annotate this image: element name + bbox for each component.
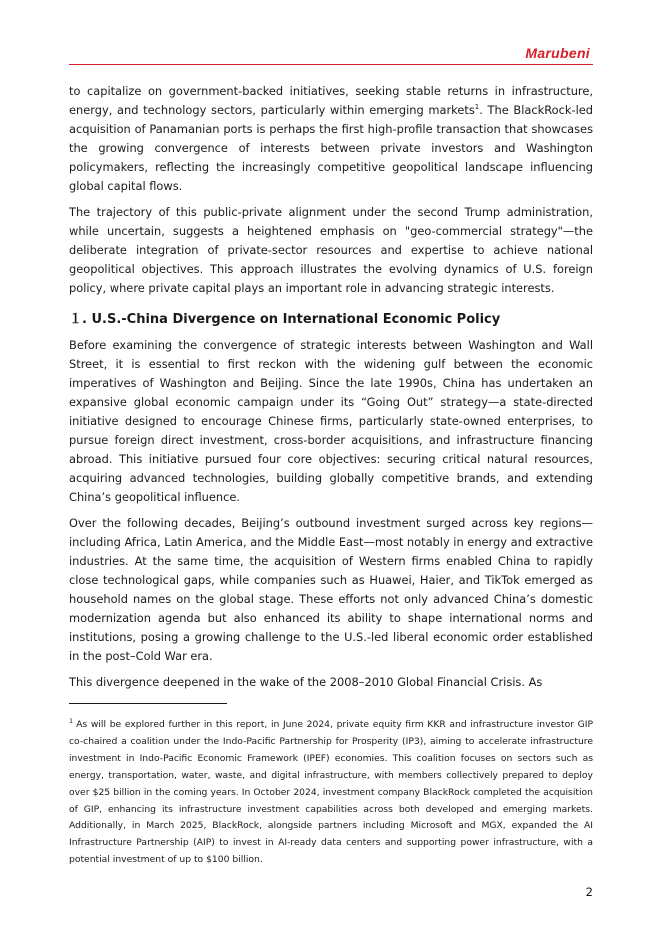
section-heading bbox=[69, 310, 593, 329]
paragraph-4: Over the following decades, Beijing’s outbound investment surged across key regions—including Africa, Latin America, and the Middle East—most notably in energy and extractive industries. At the same time, the acquisition of Western firms enabled China to rapidly close technological gaps, while companies such as Huawei, Haier, and TikTok emerged as household names on the global stage. These efforts not only advanced China’s domestic modernization agenda but also enhanced its ability to shape international norms and institutions, posing a growing challenge to the U.S.-led liberal economic order established in the post–Cold War era. bbox=[69, 516, 593, 663]
section-number: １. bbox=[69, 312, 87, 327]
footnote-divider bbox=[69, 703, 227, 704]
paragraph-3: Before examining the convergence of strategic interests between Washington and Wall Street, it is essential to first reckon with the widening gulf between the economic imperatives of Washington and Beijing. Since the late 1990s, China has undertaken an expansive global economic campaign under its “Going Out” strategy—a state-directed initiative designed to encourage Chinese firms, particularly state-owned enterprises, to pursue foreign direct investment, cross-border acquisitions, and infrastructure financing abroad. This initiative pursued four core objectives: securing critical natural resources, acquiring advanced technologies, building globally competitive brands, and extending China’s geopolitical influence. bbox=[69, 338, 593, 504]
header-divider bbox=[69, 64, 593, 65]
paragraph-2: The trajectory of this public-private alignment under the second Trump administration, while uncertain, suggests a heightened emphasis on "geo-commercial strategy"—the deliberate integration of private-sector resources and expertise to achieve national geopolitical objectives. This approach illustrates the evolving dynamics of U.S. foreign policy, where private capital plays an important role in advancing strategic interests. bbox=[69, 205, 593, 295]
marubeni-logo: Marubeni bbox=[525, 45, 590, 61]
paragraph-1-text-cont: . The BlackRock-led acquisition of Panamanian ports is perhaps the first high-profile transaction that showcases the growing convergence of interests between private investors and Washington policymakers, reflecting the increasingly competitive geopolitical landscape influencing global capital flows. bbox=[69, 103, 593, 193]
footnote-text: As will be explored further in this report, in June 2024, private equity firm KKR and infrastructure investor GIP co-chaired a coalition under the Indo-Pacific Partnership for Prosperity (IP3), aiming to accelerate infrastructure investment in Indo-Pacific Economic Framework (IPEF) economies. This coalition focuses on sectors such as energy, transportation, water, waste, and digital infrastructure, with members collectively prepared to deploy over $25 billion in the coming years. In October 2024, investment company BlackRock completed the acquisition of GIP, enhancing its infrastructure investment capabilities across both developed and emerging markets. Additionally, in March 2025, BlackRock, alongside partners including Microsoft and MGX, expanded the AI Infrastructure Partnership (AIP) to invest in AI-ready data centers and supporting power infrastructure, with a potential investment of up to $100 billion. bbox=[69, 719, 593, 866]
footnote-1 bbox=[69, 717, 593, 869]
footnote-number: 1 bbox=[69, 716, 74, 725]
paragraph-5: This divergence deepened in the wake of the 2008–2010 Global Financial Crisis. As bbox=[69, 675, 543, 689]
paragraph-1-text: to capitalize on government-backed initiatives, seeking stable returns in infrastructure, energy, and technology sectors, particularly within emerging markets bbox=[69, 84, 593, 117]
footnote-ref-1[interactable]: 1 bbox=[474, 103, 480, 112]
main-body bbox=[69, 82, 593, 699]
section-title: U.S.-China Divergence on International Economic Policy bbox=[91, 312, 501, 327]
paragraph-1 bbox=[69, 82, 593, 196]
page-number: 2 bbox=[585, 885, 593, 899]
